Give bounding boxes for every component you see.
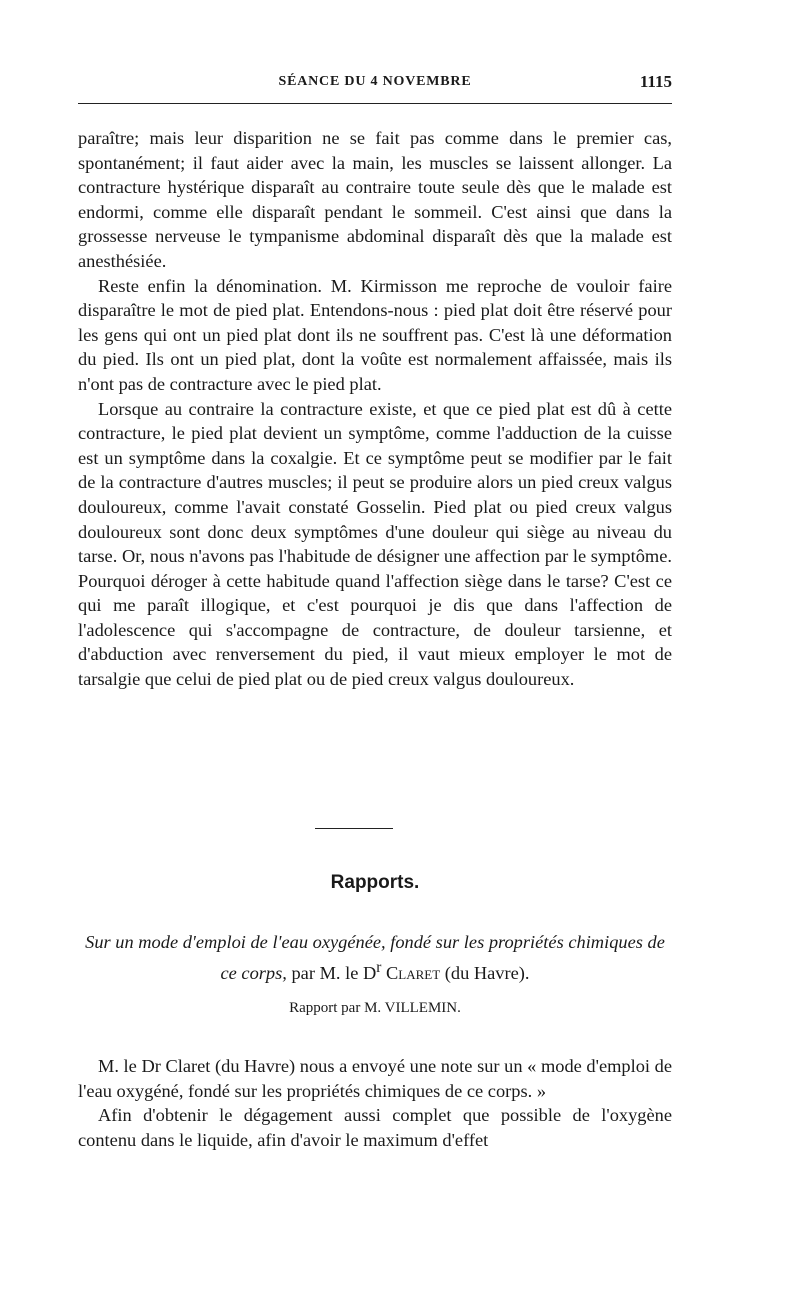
report-author-suffix: (du Havre). bbox=[444, 963, 530, 984]
report-author-prefix: par M. le D bbox=[291, 963, 377, 984]
section-title: Rapports. bbox=[330, 872, 420, 893]
header-rule bbox=[78, 103, 672, 104]
page-number: 1115 bbox=[639, 72, 672, 91]
report-author-sup: r bbox=[376, 959, 382, 976]
paragraph: Reste enfin la dénomination. M. Kirmisson me reproche de vouloir faire disparaître le mot de pied plat. Entendons-nous : pied plat doit être réservé pour les gens qui ont un pied plat dont ils ne souffrent pas. C'est là une déformation du pied. Ils ont un pied plat, dont la voûte est normalement affaissée, mais ils n'ont pas de contracture avec le pied plat. bbox=[78, 275, 672, 394]
section-separator bbox=[315, 828, 393, 829]
paragraph: Afin d'obtenir le dégagement aussi complet que possible de l'oxygène contenu dans le liquide, afin d'avoir le maximum d'effet bbox=[78, 1105, 672, 1150]
report-text bbox=[78, 1054, 672, 1152]
paragraph: paraître; mais leur disparition ne se fait pas comme dans le premier cas, spontanément; il faut aider avec la main, les muscles se laissent allonger. La contracture hystérique disparaît au contraire toute seule dès que le malade est endormi, comme elle disparaît pendant le sommeil. C'est ainsi que dans la grossesse nerveuse le tympanisme abdominal disparaît dès que la malade est anesthésiée. bbox=[78, 128, 672, 271]
paragraph: Lorsque au contraire la contracture existe, et que ce pied plat est dû à cette contracture, le pied plat devient un symptôme, comme l'adduction de la cuisse est un symptôme dans la coxalgie. Et ce symptôme peut se modifier par le fait de la contracture d'autres muscles; il peut se produire alors un pied creux valgus douloureux, comme l'avait constaté Gosselin. Pied plat ou pied creux valgus douloureux sont donc deux symptômes d'une douleur qui siège au niveau du tarse. Or, nous n'avons pas l'habitude de désigner une affection par le symptôme. Pourquoi déroger à cette habitude quand l'affection siège dans le tarse? C'est ce qui me paraît illogique, et c'est pourquoi je dis que dans l'affection de l'adolescence qui s'accompagne de contracture, de douleur tarsienne, et d'abduction avec renversement du pied, il vaut mieux employer le mot de tarsalgie que celui de pied plat ou de pied creux valgus douloureux. bbox=[78, 398, 672, 690]
report-title-text: Sur un mode d'emploi de l'eau oxygénée, fondé sur les propriétés chimiques de ce corps, bbox=[85, 932, 665, 984]
report-title bbox=[78, 930, 672, 986]
rapporteur-line: Rapport par M. VILLEMIN. bbox=[289, 1000, 461, 1016]
running-title: SÉANCE DU 4 NOVEMBRE bbox=[278, 74, 472, 89]
paragraph: M. le Dr Claret (du Havre) nous a envoyé une note sur un « mode d'emploi de l'eau oxygéné, fondé sur les propriétés chimiques de ce corps. » bbox=[78, 1056, 672, 1101]
running-header bbox=[78, 74, 672, 96]
main-text bbox=[78, 126, 672, 692]
report-author-name: Claret bbox=[385, 963, 441, 984]
